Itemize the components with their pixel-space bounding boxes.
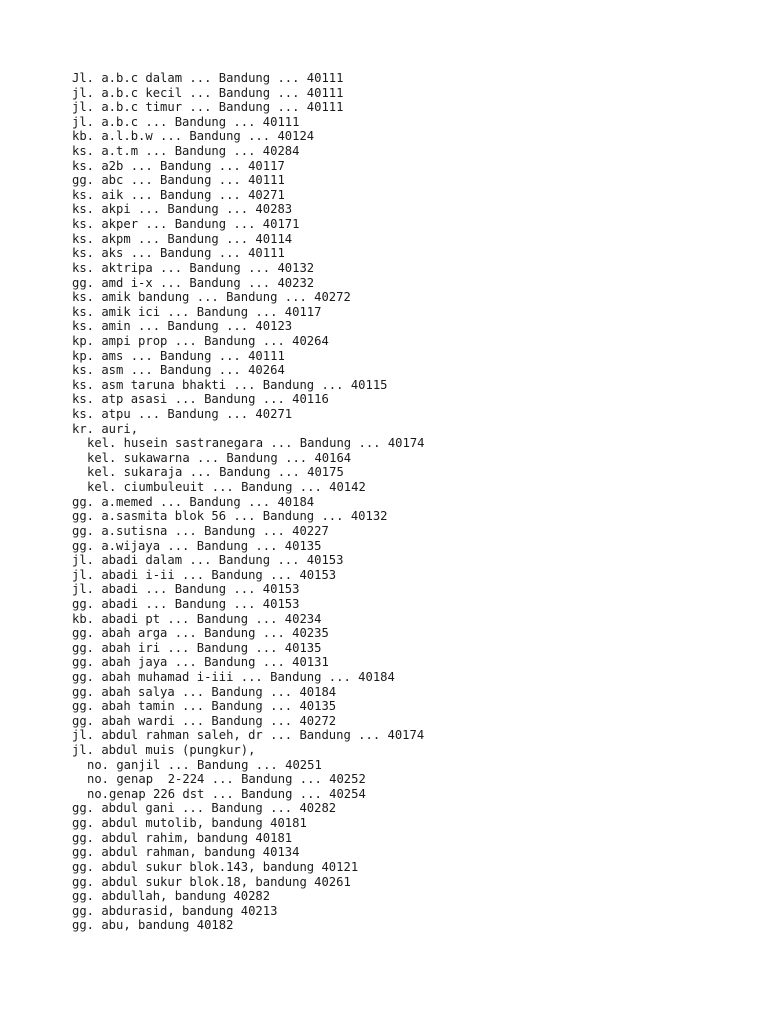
address-entry: ks. aik ... Bandung ... 40271 xyxy=(72,187,285,202)
address-entry: gg. abdul mutolib, bandung 40181 xyxy=(72,816,307,831)
address-entry: gg. abdul sukur blok.143, bandung 40121 xyxy=(72,859,359,874)
address-list xyxy=(72,71,732,933)
address-entry: jl. a.b.c timur ... Bandung ... 40111 xyxy=(72,100,344,115)
address-entry: ks. asm taruna bhakti ... Bandung ... 40115 xyxy=(72,377,388,392)
address-entry: gg. abah wardi ... Bandung ... 40272 xyxy=(72,713,337,728)
address-entry: gg. abdul rahim, bandung 40181 xyxy=(72,830,293,845)
address-entry: jl. a.b.c kecil ... Bandung ... 40111 xyxy=(72,85,344,100)
address-entry: gg. abu, bandung 40182 xyxy=(72,918,234,933)
address-entry: jl. abadi ... Bandung ... 40153 xyxy=(72,582,300,597)
address-entry: kb. abadi pt ... Bandung ... 40234 xyxy=(72,611,322,626)
address-entry: gg. abdul rahman, bandung 40134 xyxy=(72,845,300,860)
address-entry: gg. a.sutisna ... Bandung ... 40227 xyxy=(72,523,329,538)
address-entry: kp. ams ... Bandung ... 40111 xyxy=(72,348,285,363)
address-subentry: no. ganjil ... Bandung ... 40251 xyxy=(87,757,322,772)
address-entry: Jl. a.b.c dalam ... Bandung ... 40111 xyxy=(72,71,344,85)
address-entry: gg. amd i-x ... Bandung ... 40232 xyxy=(72,275,315,290)
address-entry: jl. a.b.c ... Bandung ... 40111 xyxy=(72,114,300,129)
address-subentry: kel. sukawarna ... Bandung ... 40164 xyxy=(87,450,352,465)
address-entry: kr. auri, xyxy=(72,421,139,436)
address-entry: gg. a.wijaya ... Bandung ... 40135 xyxy=(72,538,322,553)
address-entry: ks. amin ... Bandung ... 40123 xyxy=(72,319,293,334)
address-entry: ks. akpi ... Bandung ... 40283 xyxy=(72,202,293,217)
address-entry: ks. atp asasi ... Bandung ... 40116 xyxy=(72,392,329,407)
address-entry: gg. a.memed ... Bandung ... 40184 xyxy=(72,494,315,509)
address-entry: gg. abah arga ... Bandung ... 40235 xyxy=(72,626,329,641)
address-entry: kb. a.l.b.w ... Bandung ... 40124 xyxy=(72,129,315,144)
address-entry: gg. a.sasmita blok 56 ... Bandung ... 40132 xyxy=(72,509,388,524)
address-entry: kp. ampi prop ... Bandung ... 40264 xyxy=(72,333,329,348)
address-entry: gg. abc ... Bandung ... 40111 xyxy=(72,173,285,188)
address-entry: ks. aktripa ... Bandung ... 40132 xyxy=(72,260,315,275)
address-subentry: no. genap 2-224 ... Bandung ... 40252 xyxy=(87,772,366,787)
address-entry: gg. abah muhamad i-iii ... Bandung ... 40184 xyxy=(72,669,395,684)
address-entry: ks. a.t.m ... Bandung ... 40284 xyxy=(72,144,300,159)
address-entry: ks. atpu ... Bandung ... 40271 xyxy=(72,407,293,422)
address-entry: ks. aks ... Bandung ... 40111 xyxy=(72,246,285,261)
address-entry: jl. abadi i-ii ... Bandung ... 40153 xyxy=(72,567,337,582)
address-entry: gg. abdullah, bandung 40282 xyxy=(72,889,271,904)
address-entry: ks. asm ... Bandung ... 40264 xyxy=(72,363,285,378)
address-entry: ks. amik ici ... Bandung ... 40117 xyxy=(72,304,322,319)
address-entry: jl. abdul muis (pungkur), xyxy=(72,743,256,758)
address-entry: gg. abadi ... Bandung ... 40153 xyxy=(72,596,300,611)
address-entry: gg. abdul gani ... Bandung ... 40282 xyxy=(72,801,337,816)
address-subentry: kel. sukaraja ... Bandung ... 40175 xyxy=(87,465,344,480)
address-subentry: no.genap 226 dst ... Bandung ... 40254 xyxy=(87,786,366,801)
address-entry: gg. abah salya ... Bandung ... 40184 xyxy=(72,684,337,699)
address-entry: gg. abdul sukur blok.18, bandung 40261 xyxy=(72,874,351,889)
address-subentry: kel. husein sastranegara ... Bandung ... 40174 xyxy=(87,436,425,451)
address-subentry: kel. ciumbuleuit ... Bandung ... 40142 xyxy=(87,480,366,495)
address-entry: gg. abah iri ... Bandung ... 40135 xyxy=(72,640,322,655)
address-entry: gg. abah jaya ... Bandung ... 40131 xyxy=(72,655,329,670)
address-entry: ks. akpm ... Bandung ... 40114 xyxy=(72,231,293,246)
address-entry: jl. abadi dalam ... Bandung ... 40153 xyxy=(72,553,344,568)
address-entry: gg. abdurasid, bandung 40213 xyxy=(72,903,278,918)
address-entry: ks. akper ... Bandung ... 40171 xyxy=(72,217,300,232)
address-entry: jl. abdul rahman saleh, dr ... Bandung ... 40174 xyxy=(72,728,425,743)
address-entry: ks. a2b ... Bandung ... 40117 xyxy=(72,158,285,173)
address-entry: ks. amik bandung ... Bandung ... 40272 xyxy=(72,290,351,305)
address-entry: gg. abah tamin ... Bandung ... 40135 xyxy=(72,699,337,714)
